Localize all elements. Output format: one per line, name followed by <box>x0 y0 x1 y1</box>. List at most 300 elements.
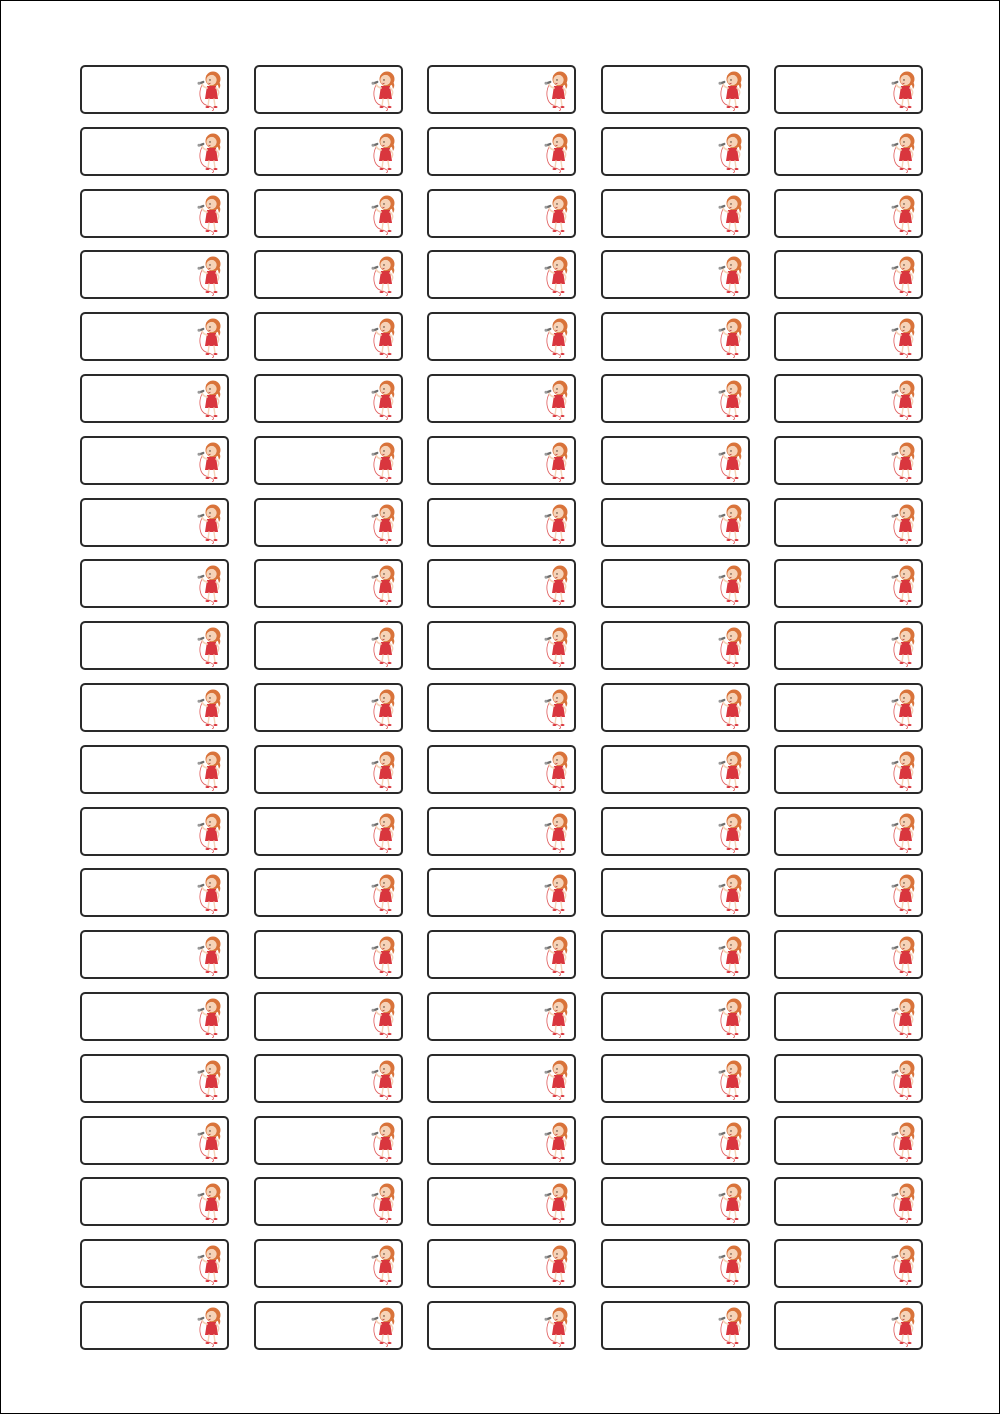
name-label-r14-c1[interactable] <box>80 868 229 917</box>
label-text-field[interactable] <box>264 699 364 717</box>
label-text-field[interactable] <box>90 390 190 408</box>
name-label-r19-c5[interactable] <box>774 1177 923 1226</box>
label-text-field[interactable] <box>611 452 711 470</box>
girl-singing-with-microphone-icon <box>890 440 918 482</box>
girl-singing-with-microphone-icon <box>543 934 571 976</box>
name-label-r10-c4[interactable] <box>601 621 750 670</box>
name-label-r8-c3[interactable] <box>427 498 576 547</box>
girl-singing-with-microphone-icon <box>370 1181 398 1223</box>
label-text-field[interactable] <box>437 946 537 964</box>
label-text-field[interactable] <box>264 1070 364 1088</box>
name-label-r6-c3[interactable] <box>427 374 576 423</box>
label-text-field[interactable] <box>784 205 884 223</box>
girl-singing-with-microphone-icon <box>890 254 918 296</box>
name-label-r20-c2[interactable] <box>254 1239 403 1288</box>
label-text-field[interactable] <box>611 328 711 346</box>
girl-singing-with-microphone-icon <box>717 811 745 853</box>
girl-singing-with-microphone-icon <box>543 625 571 667</box>
girl-singing-with-microphone-icon <box>543 316 571 358</box>
name-label-r15-c2[interactable] <box>254 930 403 979</box>
name-label-r11-c1[interactable] <box>80 683 229 732</box>
name-label-r5-c4[interactable] <box>601 312 750 361</box>
girl-singing-with-microphone-icon <box>370 563 398 605</box>
label-text-field[interactable] <box>437 266 537 284</box>
name-label-r16-c4[interactable] <box>601 992 750 1041</box>
name-label-r1-c3[interactable] <box>427 65 576 114</box>
name-label-r20-c3[interactable] <box>427 1239 576 1288</box>
girl-singing-with-microphone-icon <box>370 316 398 358</box>
label-text-field[interactable] <box>437 1193 537 1211</box>
name-label-r7-c2[interactable] <box>254 436 403 485</box>
label-text-field[interactable] <box>437 1317 537 1335</box>
label-text-field[interactable] <box>784 514 884 532</box>
name-label-r18-c3[interactable] <box>427 1116 576 1165</box>
girl-singing-with-microphone-icon <box>717 193 745 235</box>
name-label-r12-c1[interactable] <box>80 745 229 794</box>
name-label-r17-c5[interactable] <box>774 1054 923 1103</box>
name-label-r16-c2[interactable] <box>254 992 403 1041</box>
label-text-field[interactable] <box>437 514 537 532</box>
name-label-r7-c3[interactable] <box>427 436 576 485</box>
name-label-r13-c3[interactable] <box>427 807 576 856</box>
girl-singing-with-microphone-icon <box>890 934 918 976</box>
girl-singing-with-microphone-icon <box>370 440 398 482</box>
name-label-r3-c1[interactable] <box>80 189 229 238</box>
label-text-field[interactable] <box>784 81 884 99</box>
label-text-field[interactable] <box>90 81 190 99</box>
girl-singing-with-microphone-icon <box>717 131 745 173</box>
label-text-field[interactable] <box>264 1132 364 1150</box>
name-label-r11-c2[interactable] <box>254 683 403 732</box>
name-label-r1-c1[interactable] <box>80 65 229 114</box>
girl-singing-with-microphone-icon <box>717 502 745 544</box>
girl-singing-with-microphone-icon <box>543 69 571 111</box>
name-label-r2-c1[interactable] <box>80 127 229 176</box>
name-label-r17-c3[interactable] <box>427 1054 576 1103</box>
label-text-field[interactable] <box>264 205 364 223</box>
girl-singing-with-microphone-icon <box>890 996 918 1038</box>
name-label-r16-c5[interactable] <box>774 992 923 1041</box>
label-text-field[interactable] <box>784 452 884 470</box>
girl-singing-with-microphone-icon <box>717 440 745 482</box>
label-text-field[interactable] <box>611 514 711 532</box>
name-label-r18-c4[interactable] <box>601 1116 750 1165</box>
name-label-r4-c5[interactable] <box>774 250 923 299</box>
label-text-field[interactable] <box>784 1070 884 1088</box>
name-label-r2-c4[interactable] <box>601 127 750 176</box>
label-text-field[interactable] <box>784 761 884 779</box>
label-text-field[interactable] <box>437 390 537 408</box>
label-text-field[interactable] <box>437 1255 537 1273</box>
label-text-field[interactable] <box>611 205 711 223</box>
girl-singing-with-microphone-icon <box>890 1305 918 1347</box>
label-text-field[interactable] <box>437 1070 537 1088</box>
girl-singing-with-microphone-icon <box>543 563 571 605</box>
girl-singing-with-microphone-icon <box>543 254 571 296</box>
girl-singing-with-microphone-icon <box>890 811 918 853</box>
name-label-r12-c2[interactable] <box>254 745 403 794</box>
name-label-r9-c5[interactable] <box>774 559 923 608</box>
name-label-r15-c1[interactable] <box>80 930 229 979</box>
girl-singing-with-microphone-icon <box>196 1305 224 1347</box>
label-text-field[interactable] <box>90 143 190 161</box>
name-label-r16-c1[interactable] <box>80 992 229 1041</box>
label-text-field[interactable] <box>264 1193 364 1211</box>
name-label-r8-c5[interactable] <box>774 498 923 547</box>
girl-singing-with-microphone-icon <box>370 193 398 235</box>
label-text-field[interactable] <box>90 328 190 346</box>
label-text-field[interactable] <box>90 205 190 223</box>
label-text-field[interactable] <box>90 514 190 532</box>
name-label-r17-c2[interactable] <box>254 1054 403 1103</box>
name-label-r3-c3[interactable] <box>427 189 576 238</box>
label-text-field[interactable] <box>90 884 190 902</box>
girl-singing-with-microphone-icon <box>890 131 918 173</box>
girl-singing-with-microphone-icon <box>890 69 918 111</box>
label-text-field[interactable] <box>611 1317 711 1335</box>
girl-singing-with-microphone-icon <box>717 1058 745 1100</box>
label-text-field[interactable] <box>264 823 364 841</box>
girl-singing-with-microphone-icon <box>196 872 224 914</box>
name-label-r11-c5[interactable] <box>774 683 923 732</box>
girl-singing-with-microphone-icon <box>543 811 571 853</box>
girl-singing-with-microphone-icon <box>543 131 571 173</box>
name-label-r8-c2[interactable] <box>254 498 403 547</box>
girl-singing-with-microphone-icon <box>370 502 398 544</box>
girl-singing-with-microphone-icon <box>370 687 398 729</box>
girl-singing-with-microphone-icon <box>196 687 224 729</box>
name-label-r8-c4[interactable] <box>601 498 750 547</box>
label-text-field[interactable] <box>90 1070 190 1088</box>
label-text-field[interactable] <box>90 823 190 841</box>
label-text-field[interactable] <box>611 390 711 408</box>
name-label-r18-c1[interactable] <box>80 1116 229 1165</box>
label-text-field[interactable] <box>437 823 537 841</box>
girl-singing-with-microphone-icon <box>717 625 745 667</box>
name-label-r19-c2[interactable] <box>254 1177 403 1226</box>
name-label-r5-c2[interactable] <box>254 312 403 361</box>
name-label-r14-c4[interactable] <box>601 868 750 917</box>
name-label-r1-c5[interactable] <box>774 65 923 114</box>
girl-singing-with-microphone-icon <box>890 1120 918 1162</box>
girl-singing-with-microphone-icon <box>196 811 224 853</box>
label-text-field[interactable] <box>90 1255 190 1273</box>
girl-singing-with-microphone-icon <box>196 502 224 544</box>
name-label-r8-c1[interactable] <box>80 498 229 547</box>
name-label-r7-c5[interactable] <box>774 436 923 485</box>
name-label-r6-c4[interactable] <box>601 374 750 423</box>
girl-singing-with-microphone-icon <box>717 1243 745 1285</box>
girl-singing-with-microphone-icon <box>370 1058 398 1100</box>
label-text-field[interactable] <box>90 266 190 284</box>
name-label-r20-c1[interactable] <box>80 1239 229 1288</box>
label-text-field[interactable] <box>264 514 364 532</box>
label-text-field[interactable] <box>784 884 884 902</box>
label-text-field[interactable] <box>611 1255 711 1273</box>
name-label-r2-c5[interactable] <box>774 127 923 176</box>
label-text-field[interactable] <box>264 884 364 902</box>
name-label-r13-c1[interactable] <box>80 807 229 856</box>
label-text-field[interactable] <box>611 761 711 779</box>
girl-singing-with-microphone-icon <box>717 563 745 605</box>
name-label-r18-c2[interactable] <box>254 1116 403 1165</box>
name-label-r21-c5[interactable] <box>774 1301 923 1350</box>
name-label-r20-c5[interactable] <box>774 1239 923 1288</box>
label-text-field[interactable] <box>437 1132 537 1150</box>
girl-singing-with-microphone-icon <box>196 1243 224 1285</box>
girl-singing-with-microphone-icon <box>196 378 224 420</box>
label-text-field[interactable] <box>264 575 364 593</box>
label-text-field[interactable] <box>784 946 884 964</box>
girl-singing-with-microphone-icon <box>196 749 224 791</box>
girl-singing-with-microphone-icon <box>717 254 745 296</box>
name-label-r9-c1[interactable] <box>80 559 229 608</box>
label-text-field[interactable] <box>264 637 364 655</box>
girl-singing-with-microphone-icon <box>196 934 224 976</box>
name-label-r6-c2[interactable] <box>254 374 403 423</box>
name-label-r21-c4[interactable] <box>601 1301 750 1350</box>
label-text-field[interactable] <box>784 1132 884 1150</box>
label-text-field[interactable] <box>437 761 537 779</box>
girl-singing-with-microphone-icon <box>890 316 918 358</box>
name-label-r21-c1[interactable] <box>80 1301 229 1350</box>
label-text-field[interactable] <box>784 1193 884 1211</box>
label-text-field[interactable] <box>437 637 537 655</box>
girl-singing-with-microphone-icon <box>370 996 398 1038</box>
name-label-r3-c2[interactable] <box>254 189 403 238</box>
girl-singing-with-microphone-icon <box>543 502 571 544</box>
label-text-field[interactable] <box>784 699 884 717</box>
girl-singing-with-microphone-icon <box>890 193 918 235</box>
girl-singing-with-microphone-icon <box>196 316 224 358</box>
label-text-field[interactable] <box>784 823 884 841</box>
name-label-r6-c5[interactable] <box>774 374 923 423</box>
name-label-r17-c1[interactable] <box>80 1054 229 1103</box>
girl-singing-with-microphone-icon <box>196 1120 224 1162</box>
name-label-r16-c3[interactable] <box>427 992 576 1041</box>
girl-singing-with-microphone-icon <box>370 749 398 791</box>
label-text-field[interactable] <box>264 81 364 99</box>
label-text-field[interactable] <box>264 266 364 284</box>
girl-singing-with-microphone-icon <box>890 687 918 729</box>
label-text-field[interactable] <box>264 1255 364 1273</box>
label-text-field[interactable] <box>611 823 711 841</box>
label-text-field[interactable] <box>784 1008 884 1026</box>
label-text-field[interactable] <box>611 1008 711 1026</box>
label-text-field[interactable] <box>611 143 711 161</box>
label-text-field[interactable] <box>611 81 711 99</box>
girl-singing-with-microphone-icon <box>543 1120 571 1162</box>
label-text-field[interactable] <box>611 637 711 655</box>
label-text-field[interactable] <box>611 699 711 717</box>
girl-singing-with-microphone-icon <box>717 934 745 976</box>
label-text-field[interactable] <box>611 946 711 964</box>
name-label-r14-c3[interactable] <box>427 868 576 917</box>
name-label-r19-c4[interactable] <box>601 1177 750 1226</box>
girl-singing-with-microphone-icon <box>370 811 398 853</box>
name-label-r13-c4[interactable] <box>601 807 750 856</box>
girl-singing-with-microphone-icon <box>717 1181 745 1223</box>
name-label-r7-c4[interactable] <box>601 436 750 485</box>
name-label-r19-c3[interactable] <box>427 1177 576 1226</box>
girl-singing-with-microphone-icon <box>717 69 745 111</box>
name-label-r10-c5[interactable] <box>774 621 923 670</box>
label-text-field[interactable] <box>437 575 537 593</box>
label-text-field[interactable] <box>784 390 884 408</box>
girl-singing-with-microphone-icon <box>370 934 398 976</box>
girl-singing-with-microphone-icon <box>370 378 398 420</box>
name-label-r12-c5[interactable] <box>774 745 923 794</box>
name-label-r14-c5[interactable] <box>774 868 923 917</box>
label-text-field[interactable] <box>611 1132 711 1150</box>
label-text-field[interactable] <box>784 1317 884 1335</box>
label-text-field[interactable] <box>90 761 190 779</box>
name-label-r5-c3[interactable] <box>427 312 576 361</box>
label-text-field[interactable] <box>437 205 537 223</box>
name-label-r3-c5[interactable] <box>774 189 923 238</box>
label-text-field[interactable] <box>611 1070 711 1088</box>
name-label-r9-c2[interactable] <box>254 559 403 608</box>
label-text-field[interactable] <box>437 452 537 470</box>
name-label-r10-c1[interactable] <box>80 621 229 670</box>
girl-singing-with-microphone-icon <box>717 687 745 729</box>
name-label-r4-c4[interactable] <box>601 250 750 299</box>
name-label-r13-c5[interactable] <box>774 807 923 856</box>
label-text-field[interactable] <box>90 452 190 470</box>
girl-singing-with-microphone-icon <box>890 1058 918 1100</box>
label-text-field[interactable] <box>784 266 884 284</box>
label-text-field[interactable] <box>437 143 537 161</box>
label-text-field[interactable] <box>264 390 364 408</box>
name-label-r3-c4[interactable] <box>601 189 750 238</box>
name-label-r18-c5[interactable] <box>774 1116 923 1165</box>
label-text-field[interactable] <box>437 1008 537 1026</box>
label-text-field[interactable] <box>784 575 884 593</box>
label-text-field[interactable] <box>437 81 537 99</box>
girl-singing-with-microphone-icon <box>196 563 224 605</box>
name-label-r4-c3[interactable] <box>427 250 576 299</box>
name-label-r5-c1[interactable] <box>80 312 229 361</box>
name-label-r19-c1[interactable] <box>80 1177 229 1226</box>
girl-singing-with-microphone-icon <box>196 1058 224 1100</box>
label-text-field[interactable] <box>437 328 537 346</box>
label-text-field[interactable] <box>90 1132 190 1150</box>
girl-singing-with-microphone-icon <box>890 563 918 605</box>
girl-singing-with-microphone-icon <box>543 378 571 420</box>
name-label-r6-c1[interactable] <box>80 374 229 423</box>
label-text-field[interactable] <box>784 1255 884 1273</box>
name-label-r4-c1[interactable] <box>80 250 229 299</box>
name-label-r4-c2[interactable] <box>254 250 403 299</box>
girl-singing-with-microphone-icon <box>543 1243 571 1285</box>
name-label-r21-c3[interactable] <box>427 1301 576 1350</box>
label-text-field[interactable] <box>90 699 190 717</box>
label-text-field[interactable] <box>90 1317 190 1335</box>
girl-singing-with-microphone-icon <box>370 254 398 296</box>
name-label-r14-c2[interactable] <box>254 868 403 917</box>
girl-singing-with-microphone-icon <box>543 1058 571 1100</box>
name-label-r10-c2[interactable] <box>254 621 403 670</box>
label-text-field[interactable] <box>611 1193 711 1211</box>
label-text-field[interactable] <box>611 884 711 902</box>
name-label-r12-c3[interactable] <box>427 745 576 794</box>
girl-singing-with-microphone-icon <box>890 872 918 914</box>
name-label-r5-c5[interactable] <box>774 312 923 361</box>
label-text-field[interactable] <box>90 637 190 655</box>
label-text-field[interactable] <box>264 143 364 161</box>
girl-singing-with-microphone-icon <box>543 440 571 482</box>
label-text-field[interactable] <box>264 328 364 346</box>
label-text-field[interactable] <box>90 1193 190 1211</box>
girl-singing-with-microphone-icon <box>196 69 224 111</box>
name-label-r10-c3[interactable] <box>427 621 576 670</box>
girl-singing-with-microphone-icon <box>543 687 571 729</box>
name-label-r2-c3[interactable] <box>427 127 576 176</box>
label-text-field[interactable] <box>90 575 190 593</box>
girl-singing-with-microphone-icon <box>543 996 571 1038</box>
label-text-field[interactable] <box>264 452 364 470</box>
girl-singing-with-microphone-icon <box>890 1181 918 1223</box>
label-text-field[interactable] <box>784 143 884 161</box>
name-label-r1-c4[interactable] <box>601 65 750 114</box>
girl-singing-with-microphone-icon <box>196 625 224 667</box>
label-text-field[interactable] <box>264 761 364 779</box>
girl-singing-with-microphone-icon <box>370 1120 398 1162</box>
girl-singing-with-microphone-icon <box>890 625 918 667</box>
name-label-r15-c5[interactable] <box>774 930 923 979</box>
name-label-r2-c2[interactable] <box>254 127 403 176</box>
label-text-field[interactable] <box>90 946 190 964</box>
girl-singing-with-microphone-icon <box>196 254 224 296</box>
name-label-r11-c4[interactable] <box>601 683 750 732</box>
name-label-r20-c4[interactable] <box>601 1239 750 1288</box>
name-label-r13-c2[interactable] <box>254 807 403 856</box>
girl-singing-with-microphone-icon <box>196 996 224 1038</box>
label-text-field[interactable] <box>611 575 711 593</box>
name-label-r7-c1[interactable] <box>80 436 229 485</box>
label-text-field[interactable] <box>437 884 537 902</box>
name-label-r21-c2[interactable] <box>254 1301 403 1350</box>
girl-singing-with-microphone-icon <box>370 1243 398 1285</box>
label-text-field[interactable] <box>264 1008 364 1026</box>
name-label-r9-c3[interactable] <box>427 559 576 608</box>
name-label-r9-c4[interactable] <box>601 559 750 608</box>
girl-singing-with-microphone-icon <box>890 1243 918 1285</box>
label-grid <box>80 65 923 1350</box>
girl-singing-with-microphone-icon <box>196 1181 224 1223</box>
girl-singing-with-microphone-icon <box>370 872 398 914</box>
name-label-r17-c4[interactable] <box>601 1054 750 1103</box>
label-text-field[interactable] <box>784 637 884 655</box>
label-text-field[interactable] <box>611 266 711 284</box>
name-label-r12-c4[interactable] <box>601 745 750 794</box>
label-text-field[interactable] <box>264 946 364 964</box>
name-label-r1-c2[interactable] <box>254 65 403 114</box>
girl-singing-with-microphone-icon <box>196 131 224 173</box>
girl-singing-with-microphone-icon <box>717 378 745 420</box>
girl-singing-with-microphone-icon <box>543 1305 571 1347</box>
label-text-field[interactable] <box>784 328 884 346</box>
name-label-r15-c4[interactable] <box>601 930 750 979</box>
girl-singing-with-microphone-icon <box>543 749 571 791</box>
label-text-field[interactable] <box>437 699 537 717</box>
name-label-r11-c3[interactable] <box>427 683 576 732</box>
label-text-field[interactable] <box>90 1008 190 1026</box>
name-label-r15-c3[interactable] <box>427 930 576 979</box>
girl-singing-with-microphone-icon <box>890 749 918 791</box>
label-text-field[interactable] <box>264 1317 364 1335</box>
girl-singing-with-microphone-icon <box>543 872 571 914</box>
